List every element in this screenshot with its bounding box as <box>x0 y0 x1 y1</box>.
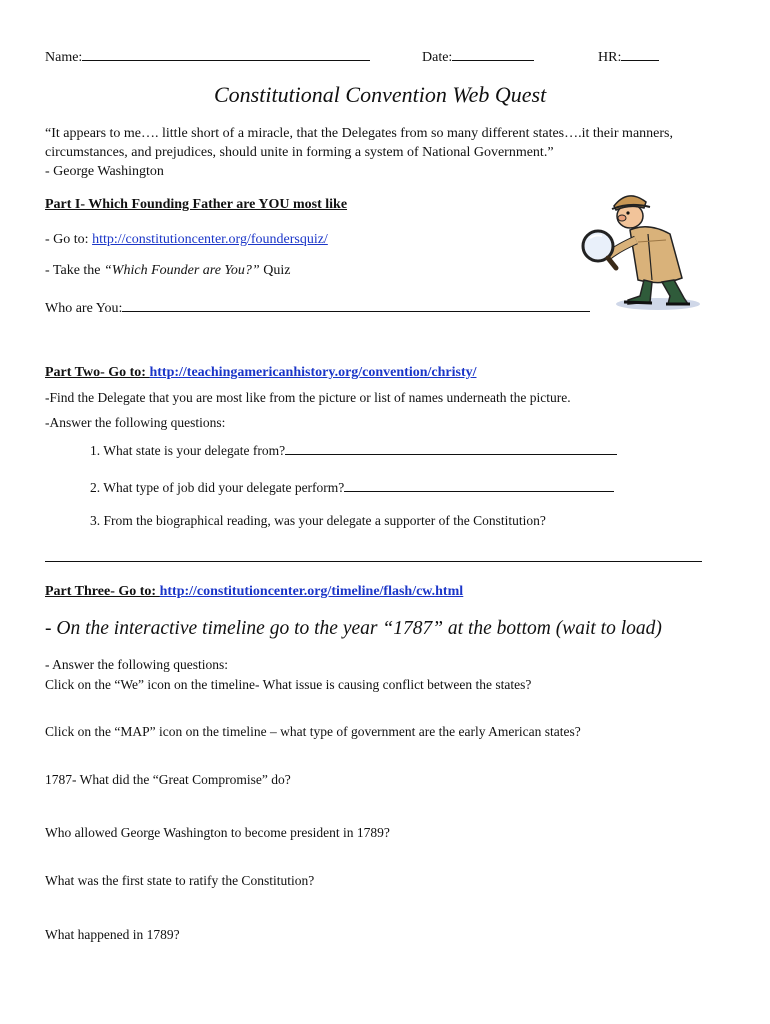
question-we-icon: Click on the “We” icon on the timeline- What issue is causing conflict between the states? <box>45 677 532 692</box>
quote-line-2: circumstances, and prejudices, should unite in forming a system of National Government.” <box>45 145 554 160</box>
date-label: Date: <box>422 50 453 65</box>
part3-heading <box>45 584 463 600</box>
question-3: 3. From the biographical reading, was your delegate a supporter of the Constitution? <box>90 513 546 528</box>
part1-take-quiz <box>45 263 290 279</box>
part2-heading <box>45 365 477 381</box>
founders-quiz-link[interactable]: http://constitutioncenter.org/foundersquiz/ <box>92 232 328 247</box>
question-1 <box>90 441 617 459</box>
who-field[interactable] <box>122 298 590 312</box>
name-label: Name: <box>45 50 83 65</box>
name-field[interactable] <box>82 47 370 61</box>
part1-heading: Part I- Which Founding Father are YOU most like <box>45 197 348 212</box>
question-1-text: 1. What state is your delegate from? <box>90 443 286 458</box>
christy-painting-link[interactable]: http://teachingamericanhistory.org/convention/christy/ <box>149 365 477 380</box>
question-great-compromise: 1787- What did the “Great Compromise” do? <box>45 772 291 787</box>
timeline-link[interactable]: http://constitutioncenter.org/timeline/flash/cw.html <box>159 584 464 599</box>
detective-illustration <box>578 182 703 312</box>
question-washington: Who allowed George Washington to become president in 1789? <box>45 825 390 840</box>
part3-answer-text: - Answer the following questions: <box>45 657 228 672</box>
question-1-answer[interactable] <box>285 441 617 455</box>
question-2-text: 2. What type of job did your delegate perform? <box>90 480 345 495</box>
part1-goto <box>45 232 328 248</box>
part1-goto-label: - Go to: <box>45 232 93 247</box>
part2-heading-label: Part Two- Go to: <box>45 365 150 380</box>
take-suffix: Quiz <box>259 263 291 278</box>
hr-field[interactable] <box>621 47 659 61</box>
question-map-icon: Click on the “MAP” icon on the timeline – what type of government are the early American states? <box>45 724 581 739</box>
who-are-you-line <box>45 298 590 317</box>
quiz-name: “Which Founder are You?” <box>104 263 260 278</box>
question-first-state: What was the first state to ratify the Constitution? <box>45 873 315 888</box>
detective-image <box>578 182 703 312</box>
date-field[interactable] <box>452 47 534 61</box>
part2-answer-text: -Answer the following questions: <box>45 415 226 430</box>
quote-author: - George Washington <box>45 164 164 179</box>
washington-quote <box>45 124 745 181</box>
take-prefix: - Take the <box>45 263 105 278</box>
question-2-answer[interactable] <box>344 478 614 492</box>
part3-heading-label: Part Three- Go to: <box>45 584 160 599</box>
timeline-instruction: - On the interactive timeline go to the year “1787” at the bottom (wait to load) <box>45 618 662 639</box>
page-title: Constitutional Convention Web Quest <box>214 82 547 107</box>
part2-find-text: -Find the Delegate that you are most like from the picture or list of names underneath the picture. <box>45 390 571 405</box>
date-line <box>422 47 534 66</box>
question-2 <box>90 478 614 496</box>
question-1789: What happened in 1789? <box>45 927 180 942</box>
quote-line-1: “It appears to me…. little short of a miracle, that the Delegates from so many different states….it their manners, <box>45 126 673 141</box>
question-3-answer[interactable] <box>45 561 702 562</box>
who-label: Who are You: <box>45 301 123 316</box>
name-line <box>45 47 370 66</box>
hr-label: HR: <box>598 50 622 65</box>
hr-line <box>598 47 659 66</box>
